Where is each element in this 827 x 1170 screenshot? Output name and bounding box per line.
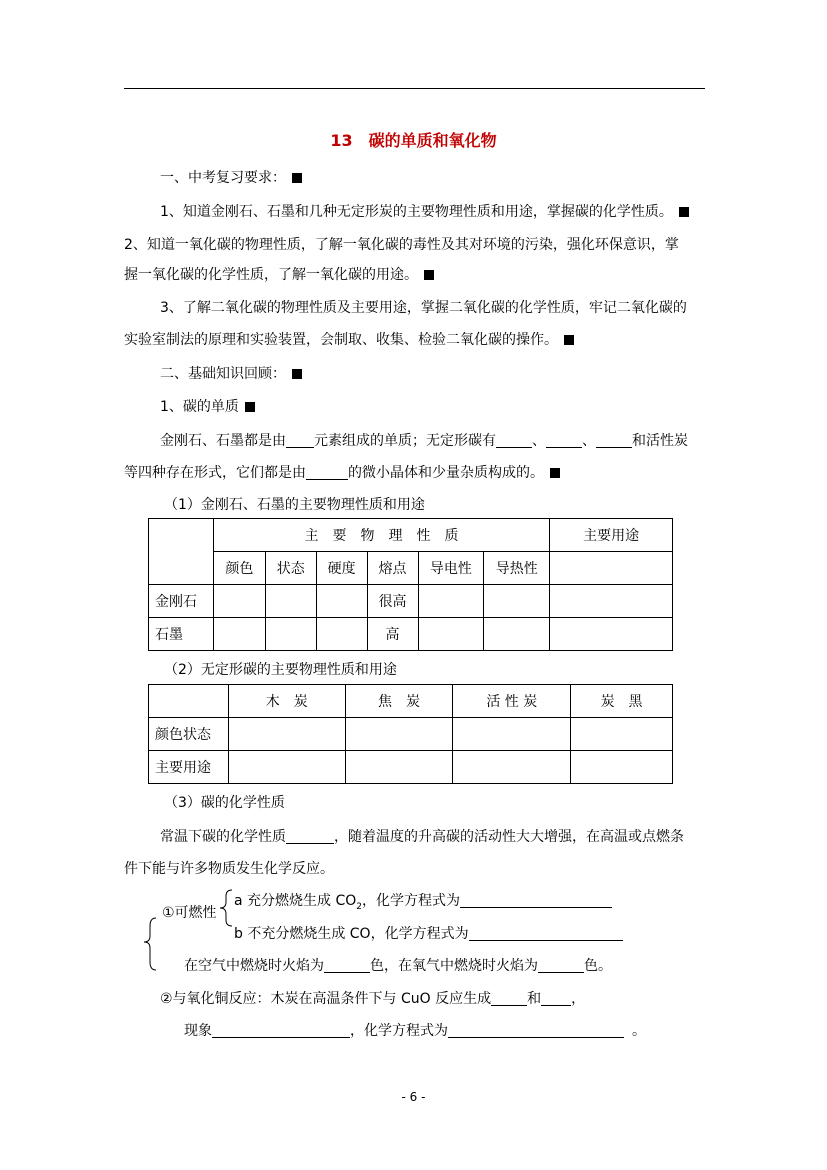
fill-blank[interactable] <box>286 433 314 448</box>
fill-blank[interactable] <box>469 926 623 941</box>
fill-blank[interactable] <box>306 465 348 480</box>
chem-paragraph-1: 常温下碳的化学性质 ，随着温度的升高碳的活动性大大增强，在高温或点燃条 <box>160 829 684 845</box>
square-marker-icon <box>292 173 302 183</box>
table2-cell[interactable] <box>571 751 673 784</box>
table1-corner-cell <box>149 519 214 585</box>
square-marker-icon <box>550 468 560 478</box>
requirement-2-line1: 2、知道一氧化碳的物理性质，了解一氧化碳的毒性及其对环境的污染，强化环保意识，掌 <box>124 237 679 253</box>
table1-col-header: 状态 <box>265 552 316 585</box>
fill-blank[interactable] <box>286 829 334 844</box>
table1-col-header: 硬度 <box>316 552 367 585</box>
table1-cell[interactable] <box>418 585 484 618</box>
table-row <box>149 585 673 618</box>
table1-cell[interactable] <box>484 618 550 651</box>
table1-cell: 高 <box>367 618 418 651</box>
chem-paragraph-2: 件下能与许多物质发生化学反应。 <box>124 861 334 877</box>
table1-empty-cell <box>550 552 673 585</box>
subsection-carbon-elements: 1、碳的单质 <box>160 396 255 416</box>
table1-cell[interactable] <box>265 618 316 651</box>
fill-blank[interactable] <box>538 958 584 973</box>
square-marker-icon <box>424 270 434 280</box>
table1-col-header: 导热性 <box>484 552 550 585</box>
square-marker-icon <box>564 335 574 345</box>
section-heading-1: 一、中考复习要求： <box>160 167 302 187</box>
table1-col-header: 熔点 <box>367 552 418 585</box>
table2-col-header: 焦 炭 <box>345 685 453 718</box>
phenomenon-line: 现象 ，化学方程式为 。 <box>184 1023 646 1039</box>
table1-caption: （1）金刚石、石墨的主要物理性质和用途 <box>164 497 425 513</box>
page-number: - 6 - <box>401 1090 426 1104</box>
paragraph-carbon-forms-2: 等四种存在形式，它们都是由 的微小晶体和少量杂质构成的。 <box>124 462 560 482</box>
table1-cell[interactable] <box>316 585 367 618</box>
table2-cell[interactable] <box>228 751 345 784</box>
flame-color-line: 在空气中燃烧时火焰为 色，在氧气中燃烧时火焰为 色。 <box>184 958 612 974</box>
table1-col-header: 颜色 <box>213 552 265 585</box>
requirement-2-line2: 握一氧化碳的化学性质，了解一氧化碳的用途。 <box>124 264 434 284</box>
table2-caption: （2）无定形碳的主要物理性质和用途 <box>164 662 397 678</box>
table2-col-header: 活 性 炭 <box>453 685 571 718</box>
square-marker-icon <box>679 207 689 217</box>
fill-blank[interactable] <box>546 433 582 448</box>
table1-cell[interactable] <box>550 618 673 651</box>
requirement-1: 1、知道金刚石、石墨和几种无定形炭的主要物理性质和用途，掌握碳的化学性质。 <box>160 201 689 221</box>
table1-header-group: 主 要 物 理 性 质 <box>213 519 549 552</box>
table1-cell[interactable] <box>550 585 673 618</box>
combustion-complete: a 充分燃烧生成 $CO_2$，化学方程式为 <box>234 890 612 912</box>
chem-caption: （3）碳的化学性质 <box>164 795 285 811</box>
section-heading-2: 二、基础知识回顾： <box>160 363 302 383</box>
table2-col-header: 炭 黑 <box>571 685 673 718</box>
table-row <box>149 718 673 751</box>
table2-row-label: 主要用途 <box>149 751 229 784</box>
paragraph-carbon-forms-1: 金刚石、石墨都是由 元素组成的单质；无定形碳有 、 、 和活性炭 <box>160 433 688 449</box>
table1-cell[interactable] <box>213 585 265 618</box>
table2-corner-cell <box>149 685 229 718</box>
table-amorphous-carbon <box>148 684 673 784</box>
page-title: 13 碳的单质和氧化物 <box>330 131 497 150</box>
square-marker-icon <box>245 402 255 412</box>
table1-cell[interactable] <box>265 585 316 618</box>
table2-cell[interactable] <box>345 751 453 784</box>
table1-row-label: 金刚石 <box>149 585 214 618</box>
table2-cell[interactable] <box>453 718 571 751</box>
fill-blank[interactable] <box>496 433 532 448</box>
square-marker-icon <box>292 369 302 379</box>
table2-cell[interactable] <box>571 718 673 751</box>
table2-row-label: 颜色状态 <box>149 718 229 751</box>
header-rule <box>124 88 705 89</box>
table1-cell: 很高 <box>367 585 418 618</box>
table1-cell[interactable] <box>213 618 265 651</box>
fill-blank[interactable] <box>460 893 612 908</box>
table-row <box>149 751 673 784</box>
fill-blank[interactable] <box>491 991 527 1006</box>
table1-cell[interactable] <box>484 585 550 618</box>
table-diamond-graphite <box>148 518 673 651</box>
table1-row-label: 石墨 <box>149 618 214 651</box>
table1-col-header: 导电性 <box>418 552 484 585</box>
table1-header-use: 主要用途 <box>550 519 673 552</box>
requirement-3-line1: 3、了解二氧化碳的物理性质及主要用途，掌握二氧化碳的化学性质，牢记二氧化碳的 <box>160 300 687 316</box>
fill-blank[interactable] <box>541 991 571 1006</box>
table-row <box>149 618 673 651</box>
table2-cell[interactable] <box>453 751 571 784</box>
table1-cell[interactable] <box>418 618 484 651</box>
combustion-incomplete: b 不充分燃烧生成 CO，化学方程式为 <box>234 923 623 943</box>
table2-col-header: 木 炭 <box>228 685 345 718</box>
table2-cell[interactable] <box>345 718 453 751</box>
table2-cell[interactable] <box>228 718 345 751</box>
requirement-3-line2: 实验室制法的原理和实验装置，会制取、收集、检验二氧化碳的操作。 <box>124 329 574 349</box>
fill-blank[interactable] <box>596 433 632 448</box>
fill-blank[interactable] <box>212 1023 350 1038</box>
copper-oxide-reaction: ②与氧化铜反应：木炭在高温条件下与 CuO 反应生成 和 ， <box>160 991 586 1007</box>
table1-cell[interactable] <box>316 618 367 651</box>
fill-blank[interactable] <box>448 1023 624 1038</box>
fill-blank[interactable] <box>324 958 370 973</box>
combustion-label: ①可燃性 <box>162 905 217 921</box>
